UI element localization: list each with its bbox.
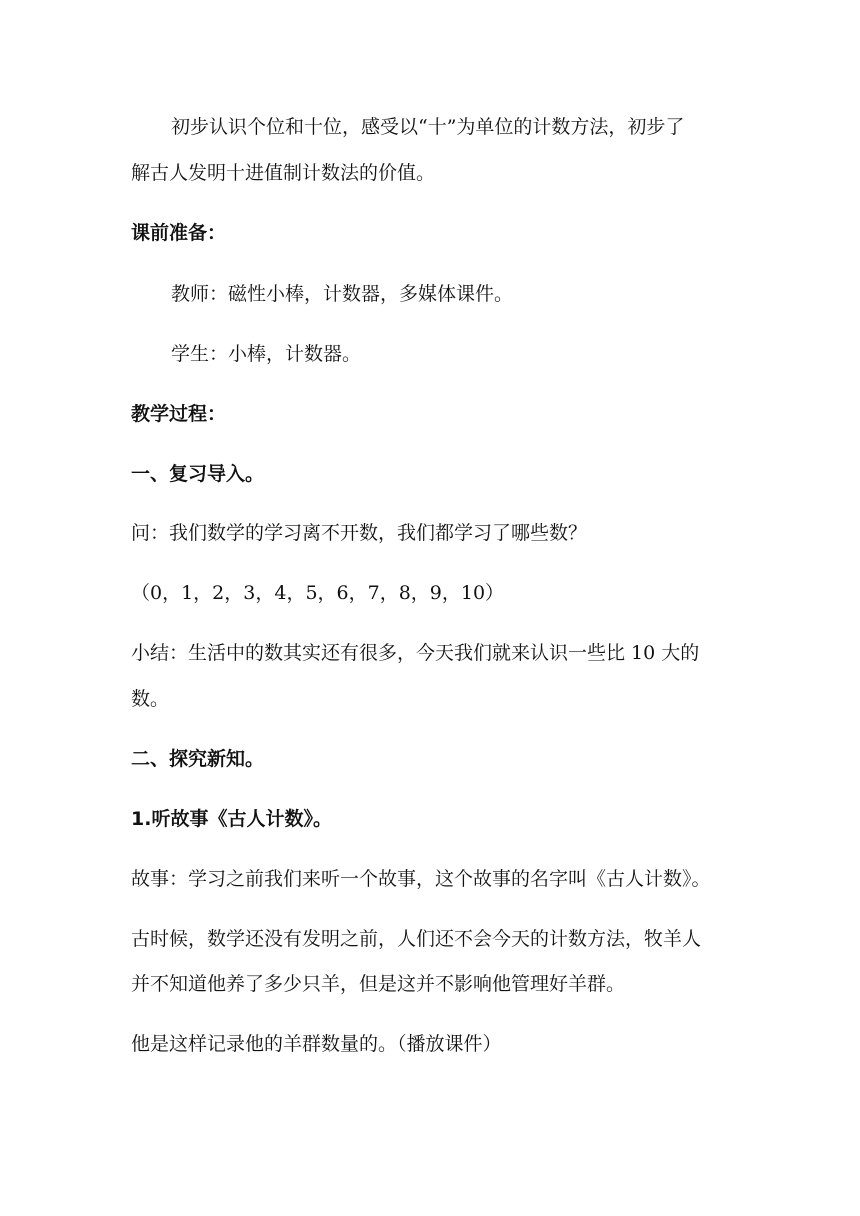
section2-paragraph-line-2: 并不知道他养了多少只羊，但是这并不影响他管理好羊群。 (131, 973, 626, 995)
section1-answer: （0，1，2，3，4，5，6，7，8，9，10） (131, 582, 505, 604)
section2-story-line: 故事：学习之前我们来听一个故事，这个故事的名字叫《古人计数》。 (131, 868, 711, 890)
intro-line-2: 解古人发明十进值制计数法的价值。 (131, 162, 436, 184)
section2-sub1-heading: 1.听故事《古人计数》。 (131, 808, 332, 830)
process-heading: 教学过程： (131, 403, 227, 425)
prep-teacher: 教师：磁性小棒，计数器，多媒体课件。 (171, 283, 514, 305)
section2-heading: 二、探究新知。 (131, 748, 265, 770)
prep-student: 学生：小棒，计数器。 (171, 343, 362, 365)
prep-heading: 课前准备： (131, 222, 227, 244)
section1-question: 问：我们数学的学习离不开数，我们都学习了哪些数？ (131, 522, 588, 544)
section1-heading: 一、复习导入。 (131, 463, 265, 485)
section1-summary-line-1: 小结：生活中的数其实还有很多，今天我们就来认识一些比 10 大的 (131, 642, 700, 664)
section2-paragraph-line-1: 古时候，数学还没有发明之前，人们还不会今天的计数方法，牧羊人 (131, 928, 702, 950)
section2-last-line: 他是这样记录他的羊群数量的。（播放课件） (131, 1033, 502, 1055)
intro-line-1: 初步认识个位和十位，感受以“十”为单位的计数方法，初步了 (171, 116, 685, 138)
section1-summary-line-2: 数。 (131, 688, 170, 710)
